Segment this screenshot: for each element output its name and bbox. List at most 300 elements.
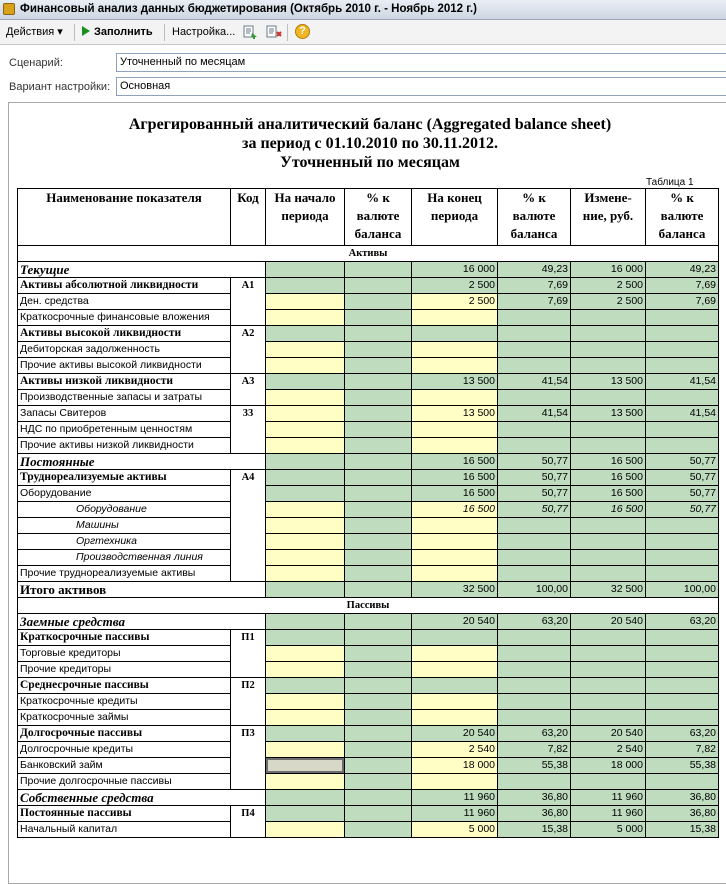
column-header-change-pct: % к валюте баланса	[646, 189, 719, 246]
cell-c3[interactable]	[412, 518, 498, 534]
row-code: А1	[231, 278, 266, 326]
table-row	[18, 454, 719, 470]
cell-c5	[571, 310, 646, 326]
cell-c2	[345, 502, 412, 518]
cell-c1[interactable]	[266, 694, 345, 710]
cell-c1[interactable]	[266, 518, 345, 534]
cell-c1[interactable]	[266, 406, 345, 422]
cell-c6	[646, 358, 719, 374]
section-liabilities-title: Пассивы	[18, 598, 719, 614]
cell-c2	[345, 630, 412, 646]
cell-c5	[571, 422, 646, 438]
table-row	[18, 438, 719, 454]
toolbar-separator	[164, 24, 165, 41]
cell-c2	[345, 790, 412, 806]
cell-c5: 16 500	[571, 454, 646, 470]
section-assets-title: Активы	[18, 246, 719, 262]
cell-c3[interactable]	[412, 358, 498, 374]
column-header-name: Наименование показателя	[18, 189, 231, 246]
cell-c3: 13 500	[412, 374, 498, 390]
cell-c1	[266, 470, 345, 486]
row-name: Активы высокой ликвидности	[18, 326, 231, 342]
row-name: Краткосрочные пассивы	[18, 630, 231, 646]
cell-c5	[571, 518, 646, 534]
column-header-code: Код	[231, 189, 266, 246]
cell-c5	[571, 326, 646, 342]
settings-button[interactable]: Настройка...	[172, 26, 236, 38]
cell-c1[interactable]	[266, 342, 345, 358]
cell-c3[interactable]	[412, 310, 498, 326]
cell-c6: 7,69	[646, 294, 719, 310]
cell-c3[interactable]	[412, 694, 498, 710]
cell-c2	[345, 806, 412, 822]
cell-c5	[571, 774, 646, 790]
cell-c5	[571, 710, 646, 726]
cell-c1	[266, 582, 345, 598]
row-name: Постоянные пассивы	[18, 806, 231, 822]
cell-c6: 55,38	[646, 758, 719, 774]
cell-c1[interactable]	[266, 742, 345, 758]
row-name: Оборудование	[18, 502, 231, 518]
cell-c1[interactable]	[266, 774, 345, 790]
cell-c5: 32 500	[571, 582, 646, 598]
cell-c4	[498, 646, 571, 662]
cell-c5: 18 000	[571, 758, 646, 774]
table-row	[18, 310, 719, 326]
row-code: А2	[231, 326, 266, 374]
row-name: Банковский займ	[18, 758, 231, 774]
cell-c2	[345, 694, 412, 710]
table-row	[18, 358, 719, 374]
cell-c1	[266, 806, 345, 822]
cell-c1	[266, 726, 345, 742]
cell-c2	[345, 438, 412, 454]
cell-c3[interactable]	[412, 422, 498, 438]
cell-c2	[345, 262, 412, 278]
row-name: Прочие долгосрочные пассивы	[18, 774, 231, 790]
cell-c3[interactable]: 2 500	[412, 294, 498, 310]
cell-c6: 41,54	[646, 406, 719, 422]
cell-c1[interactable]	[266, 534, 345, 550]
cell-c4	[498, 566, 571, 582]
dropdown-arrow-icon: ▾	[57, 26, 63, 38]
toolbar	[0, 20, 726, 45]
cell-c5	[571, 678, 646, 694]
cell-c4	[498, 358, 571, 374]
row-code: П2	[231, 678, 266, 726]
table-row	[18, 614, 719, 630]
table-row	[18, 502, 719, 518]
row-name: Ден. средства	[18, 294, 231, 310]
row-name: Среднесрочные пассивы	[18, 678, 231, 694]
cell-c4: 41,54	[498, 406, 571, 422]
cell-c3: 16 500	[412, 486, 498, 502]
table-note: Таблица 1	[646, 177, 694, 188]
row-name: Итого активов	[18, 582, 266, 598]
cell-c1	[266, 326, 345, 342]
cell-c6: 63,20	[646, 614, 719, 630]
cell-c2	[345, 534, 412, 550]
cell-c4	[498, 342, 571, 358]
variant-field[interactable]: Основная	[116, 77, 726, 96]
cell-c6: 7,82	[646, 742, 719, 758]
cell-c1[interactable]	[266, 550, 345, 566]
table-row	[18, 406, 719, 422]
selected-cell[interactable]	[266, 758, 345, 774]
cell-c3[interactable]	[412, 550, 498, 566]
cell-c2	[345, 646, 412, 662]
cell-c5	[571, 662, 646, 678]
cell-c2	[345, 710, 412, 726]
cell-c5: 20 540	[571, 726, 646, 742]
actions-menu-button[interactable]	[6, 24, 63, 40]
cell-c3: 16 000	[412, 262, 498, 278]
table-row	[18, 630, 719, 646]
cell-c4: 15,38	[498, 822, 571, 838]
cell-c6	[646, 694, 719, 710]
row-name: Дебиторская задолженность	[18, 342, 231, 358]
cell-c1	[266, 262, 345, 278]
table-row	[18, 278, 719, 294]
cell-c6	[646, 534, 719, 550]
cell-c4: 36,80	[498, 806, 571, 822]
table-row	[18, 726, 719, 742]
cell-c6: 49,23	[646, 262, 719, 278]
cell-c4	[498, 310, 571, 326]
cell-c2	[345, 294, 412, 310]
table-row	[18, 374, 719, 390]
row-code: А4	[231, 470, 266, 582]
cell-c5: 16 500	[571, 502, 646, 518]
cell-c5: 16 500	[571, 470, 646, 486]
cell-c2	[345, 278, 412, 294]
cell-c3[interactable]: 13 500	[412, 406, 498, 422]
cell-c1	[266, 790, 345, 806]
cell-c3	[412, 326, 498, 342]
row-name: Долгосрочные пассивы	[18, 726, 231, 742]
cell-c6	[646, 518, 719, 534]
cell-c6	[646, 310, 719, 326]
table-row	[18, 758, 719, 774]
cell-c3: 11 960	[412, 806, 498, 822]
cell-c4: 49,23	[498, 262, 571, 278]
cell-c2	[345, 566, 412, 582]
cell-c2	[345, 758, 412, 774]
report-title-line3: Уточненный по месяцам	[280, 154, 460, 171]
table-row	[18, 806, 719, 822]
cell-c4	[498, 774, 571, 790]
cell-c5: 13 500	[571, 374, 646, 390]
scenario-row	[0, 52, 726, 74]
variant-label: Вариант настройки:	[9, 81, 111, 93]
cell-c6	[646, 566, 719, 582]
cell-c4: 55,38	[498, 758, 571, 774]
table-row	[18, 390, 719, 406]
table-row	[18, 582, 719, 598]
cell-c6: 100,00	[646, 582, 719, 598]
scenario-label: Сценарий:	[9, 57, 63, 69]
cell-c4: 7,69	[498, 278, 571, 294]
cell-c5	[571, 550, 646, 566]
cell-c5	[571, 390, 646, 406]
cell-c6: 50,77	[646, 470, 719, 486]
cell-c3[interactable]	[412, 710, 498, 726]
cell-c1[interactable]	[266, 566, 345, 582]
cell-c1	[266, 486, 345, 502]
cell-c2	[345, 614, 412, 630]
cell-c6: 63,20	[646, 726, 719, 742]
table-row	[18, 550, 719, 566]
cell-c3	[412, 630, 498, 646]
cell-c1	[266, 678, 345, 694]
cell-c6	[646, 438, 719, 454]
row-code: А3	[231, 374, 266, 406]
window-titlebar	[0, 0, 726, 20]
cell-c4	[498, 678, 571, 694]
cell-c2	[345, 774, 412, 790]
row-name: Активы абсолютной ликвидности	[18, 278, 231, 294]
row-name: Оборудование	[18, 486, 231, 502]
cell-c1[interactable]	[266, 294, 345, 310]
cell-c5: 2 540	[571, 742, 646, 758]
cell-c3[interactable]	[412, 662, 498, 678]
cell-c3[interactable]: 2 540	[412, 742, 498, 758]
cell-c6: 36,80	[646, 806, 719, 822]
table-row	[18, 486, 719, 502]
report-title-line2: за период с 01.10.2010 по 30.11.2012.	[242, 135, 498, 152]
cell-c5: 16 500	[571, 486, 646, 502]
cell-c1[interactable]	[266, 358, 345, 374]
cell-c1[interactable]	[266, 822, 345, 838]
cell-c4: 7,69	[498, 294, 571, 310]
cell-c4	[498, 438, 571, 454]
cell-c3[interactable]	[412, 566, 498, 582]
window-title: Финансовый анализ данных бюджетирования (Октябрь 2010 г. - Ноябрь 2012 г.)	[20, 3, 477, 15]
actions-label: Действия	[6, 26, 55, 38]
restore-settings-icon[interactable]	[266, 24, 282, 40]
cell-c6	[646, 646, 719, 662]
cell-c6	[646, 630, 719, 646]
cell-c6	[646, 710, 719, 726]
cell-c3[interactable]	[412, 774, 498, 790]
cell-c6	[646, 326, 719, 342]
table-row	[18, 470, 719, 486]
table-row	[18, 694, 719, 710]
column-header-change: Измене-ние, руб.	[571, 189, 646, 246]
table-row	[18, 262, 719, 278]
column-header-end: На конец периода	[412, 189, 498, 246]
cell-c2	[345, 406, 412, 422]
row-name: Краткосрочные кредиты	[18, 694, 231, 710]
cell-c6: 50,77	[646, 502, 719, 518]
cell-c6	[646, 342, 719, 358]
cell-c2	[345, 726, 412, 742]
cell-c4: 63,20	[498, 614, 571, 630]
cell-c6: 15,38	[646, 822, 719, 838]
cell-c5: 13 500	[571, 406, 646, 422]
cell-c4	[498, 518, 571, 534]
section-assets	[18, 246, 719, 262]
cell-c5	[571, 438, 646, 454]
cell-c3[interactable]: 5 000	[412, 822, 498, 838]
fill-label: Заполнить	[94, 26, 153, 38]
app-icon	[3, 3, 15, 15]
cell-c2	[345, 662, 412, 678]
row-name: Запасы Свитеров	[18, 406, 231, 422]
cell-c6	[646, 774, 719, 790]
cell-c2	[345, 822, 412, 838]
cell-c6	[646, 662, 719, 678]
cell-c1[interactable]	[266, 310, 345, 326]
cell-c6	[646, 550, 719, 566]
row-name: Труднореализуемые активы	[18, 470, 231, 486]
table-row	[18, 742, 719, 758]
cell-c1[interactable]	[266, 422, 345, 438]
column-header-start-pct: % к валюте баланса	[345, 189, 412, 246]
cell-c5	[571, 534, 646, 550]
row-name: Краткосрочные займы	[18, 710, 231, 726]
cell-c1	[266, 614, 345, 630]
cell-c1[interactable]	[266, 438, 345, 454]
cell-c4	[498, 534, 571, 550]
cell-c4: 7,82	[498, 742, 571, 758]
help-icon[interactable]: ?	[295, 24, 310, 39]
table-row	[18, 822, 719, 838]
cell-c1[interactable]	[266, 710, 345, 726]
cell-c6: 36,80	[646, 790, 719, 806]
cell-c3[interactable]	[412, 534, 498, 550]
save-settings-icon[interactable]	[243, 24, 259, 40]
cell-c6: 41,54	[646, 374, 719, 390]
row-name: Заемные средства	[18, 614, 266, 630]
cell-c2	[345, 358, 412, 374]
cell-c1[interactable]	[266, 662, 345, 678]
cell-c4: 36,80	[498, 790, 571, 806]
cell-c2	[345, 422, 412, 438]
cell-c5: 11 960	[571, 806, 646, 822]
cell-c5: 5 000	[571, 822, 646, 838]
row-name: Постоянные	[18, 454, 266, 470]
row-name: Собственные средства	[18, 790, 266, 806]
cell-c4: 50,77	[498, 470, 571, 486]
table-row	[18, 646, 719, 662]
cell-c1[interactable]	[266, 390, 345, 406]
cell-c3	[412, 678, 498, 694]
section-liabilities	[18, 598, 719, 614]
cell-c2	[345, 310, 412, 326]
cell-c3: 16 500	[412, 470, 498, 486]
cell-c1	[266, 278, 345, 294]
cell-c4	[498, 422, 571, 438]
cell-c1[interactable]	[266, 502, 345, 518]
table-row	[18, 294, 719, 310]
row-name: Краткосрочные финансовые вложения	[18, 310, 231, 326]
cell-c1	[266, 630, 345, 646]
cell-c2	[345, 518, 412, 534]
cell-c4: 41,54	[498, 374, 571, 390]
column-header-end-pct: % к валюте баланса	[498, 189, 571, 246]
cell-c5	[571, 646, 646, 662]
cell-c5: 2 500	[571, 278, 646, 294]
cell-c6: 7,69	[646, 278, 719, 294]
cell-c2	[345, 742, 412, 758]
row-name: Производственная линия	[18, 550, 231, 566]
table-row	[18, 662, 719, 678]
cell-c4	[498, 710, 571, 726]
cell-c6	[646, 678, 719, 694]
cell-c3[interactable]	[412, 342, 498, 358]
row-name: Прочие активы низкой ликвидности	[18, 438, 231, 454]
cell-c3[interactable]: 18 000	[412, 758, 498, 774]
row-code: П1	[231, 630, 266, 678]
cell-c2	[345, 470, 412, 486]
cell-c6: 50,77	[646, 454, 719, 470]
cell-c4: 63,20	[498, 726, 571, 742]
cell-c3[interactable]: 16 500	[412, 502, 498, 518]
cell-c4: 100,00	[498, 582, 571, 598]
cell-c4	[498, 694, 571, 710]
table-row	[18, 422, 719, 438]
cell-c4: 50,77	[498, 502, 571, 518]
row-name: Оргтехника	[18, 534, 231, 550]
cell-c4	[498, 390, 571, 406]
toolbar-separator	[287, 24, 288, 41]
table-row	[18, 326, 719, 342]
cell-c3: 32 500	[412, 582, 498, 598]
row-name: НДС по приобретенным ценностям	[18, 422, 231, 438]
cell-c3[interactable]	[412, 646, 498, 662]
cell-c3[interactable]	[412, 438, 498, 454]
row-name: Долгосрочные кредиты	[18, 742, 231, 758]
cell-c5: 11 960	[571, 790, 646, 806]
row-name: Торговые кредиторы	[18, 646, 231, 662]
table-row	[18, 566, 719, 582]
cell-c4	[498, 630, 571, 646]
cell-c5	[571, 342, 646, 358]
cell-c5	[571, 566, 646, 582]
cell-c2	[345, 678, 412, 694]
table-row	[18, 774, 719, 790]
table-row	[18, 678, 719, 694]
table-row	[18, 710, 719, 726]
report-title-line1: Агрегированный аналитический баланс (Aggregated balance sheet)	[128, 116, 612, 133]
cell-c2	[345, 486, 412, 502]
scenario-field[interactable]: Уточненный по месяцам	[116, 53, 726, 72]
cell-c6	[646, 422, 719, 438]
table-row	[18, 342, 719, 358]
row-name: Машины	[18, 518, 231, 534]
row-name: Начальный капитал	[18, 822, 231, 838]
cell-c3: 20 540	[412, 726, 498, 742]
table-row	[18, 790, 719, 806]
cell-c4	[498, 326, 571, 342]
cell-c5	[571, 358, 646, 374]
cell-c1	[266, 454, 345, 470]
variant-row	[0, 76, 726, 98]
cell-c4: 50,77	[498, 486, 571, 502]
row-name: Производственные запасы и затраты	[18, 390, 231, 406]
cell-c1	[266, 374, 345, 390]
table-row	[18, 534, 719, 550]
cell-c4: 50,77	[498, 454, 571, 470]
cell-c2	[345, 454, 412, 470]
cell-c4	[498, 662, 571, 678]
row-code: П3	[231, 726, 266, 790]
cell-c3[interactable]	[412, 390, 498, 406]
cell-c1[interactable]	[266, 646, 345, 662]
cell-c3: 2 500	[412, 278, 498, 294]
fill-button[interactable]	[82, 24, 153, 40]
